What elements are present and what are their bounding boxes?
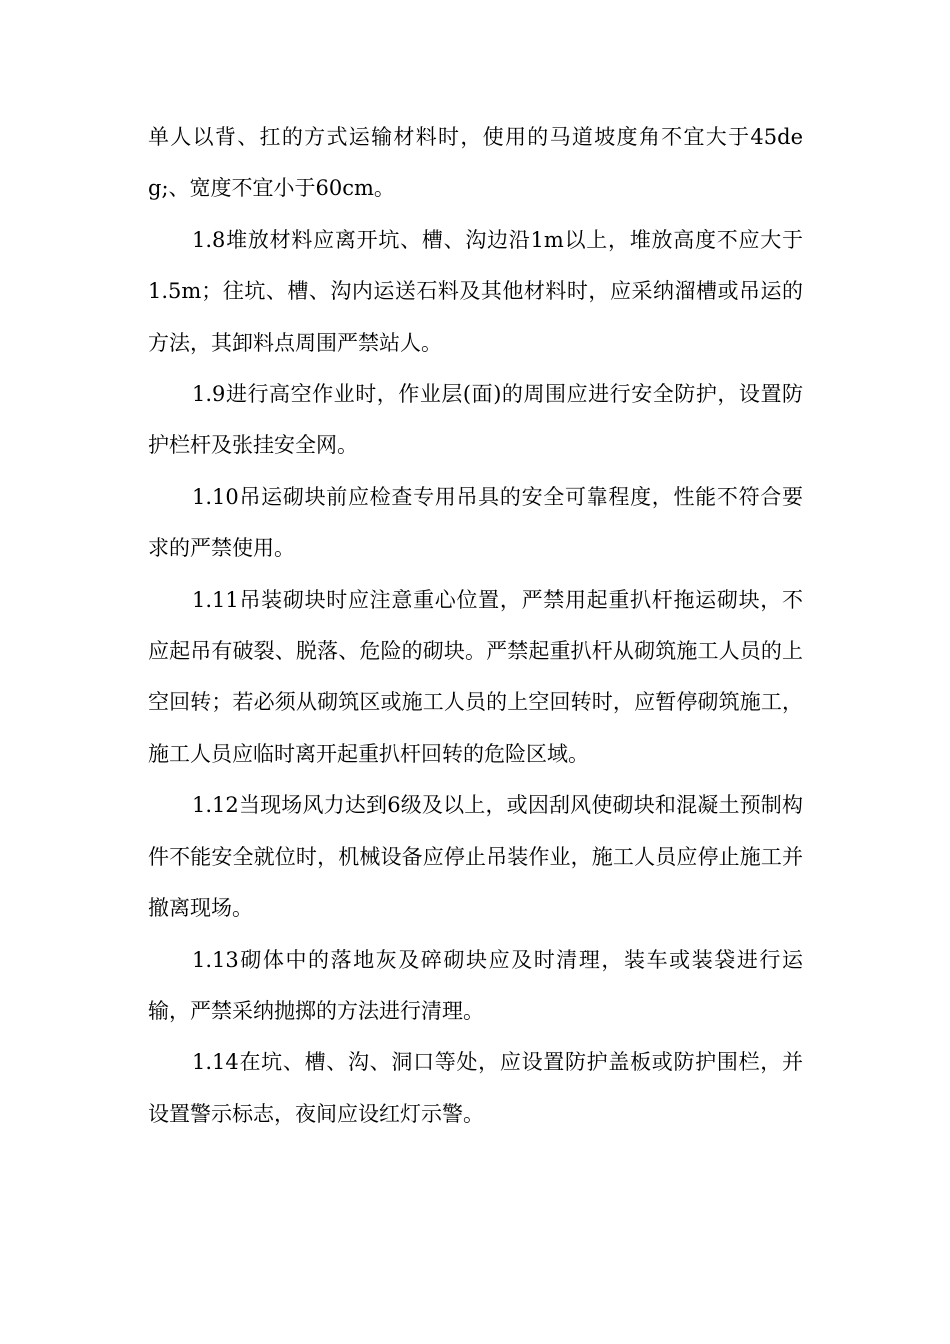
paragraph-1-12: 1.12当现场风力达到6级及以上，或因刮风使砌块和混凝土预制构件不能安全就位时，机械设备应停止吊装作业，施工人员应停止施工并撤离现场。 (148, 793, 803, 921)
paragraph-continuation: 单人以背、扛的方式运输材料时，使用的马道坡度角不宜大于45deg;、宽度不宜小于60cm。 (148, 125, 803, 201)
paragraph-1-13: 1.13砌体中的落地灰及碎砌块应及时清理，装车或装袋进行运输，严禁采纳抛掷的方法进行清理。 (148, 947, 803, 1023)
paragraph-1-9: 1.9进行高空作业时，作业层(面)的周围应进行安全防护，设置防护栏杆及张挂安全网。 (148, 382, 803, 458)
paragraph-1-14: 1.14在坑、槽、沟、洞口等处，应设置防护盖板或防护围栏，并设置警示标志，夜间应设红灯示警。 (148, 1050, 803, 1126)
paragraph-1-11: 1.11吊装砌块时应注意重心位置，严禁用起重扒杆拖运砌块，不应起吊有破裂、脱落、危险的砌块。严禁起重扒杆从砌筑施工人员的上空回转；若必须从砌筑区或施工人员的上空回转时，应暂停砌筑施工，施工人员应临时离开起重扒杆回转的危险区域。 (148, 587, 803, 766)
paragraph-1-10: 1.10吊运砌块前应检查专用吊具的安全可靠程度，性能不符合要求的严禁使用。 (148, 484, 803, 561)
paragraph-1-8: 1.8堆放材料应离开坑、槽、沟边沿1m以上，堆放高度不应大于1.5m；往坑、槽、沟内运送石料及其他材料时，应采纳溜槽或吊运的方法，其卸料点周围严禁站人。 (148, 227, 803, 355)
document-page (148, 112, 803, 1140)
